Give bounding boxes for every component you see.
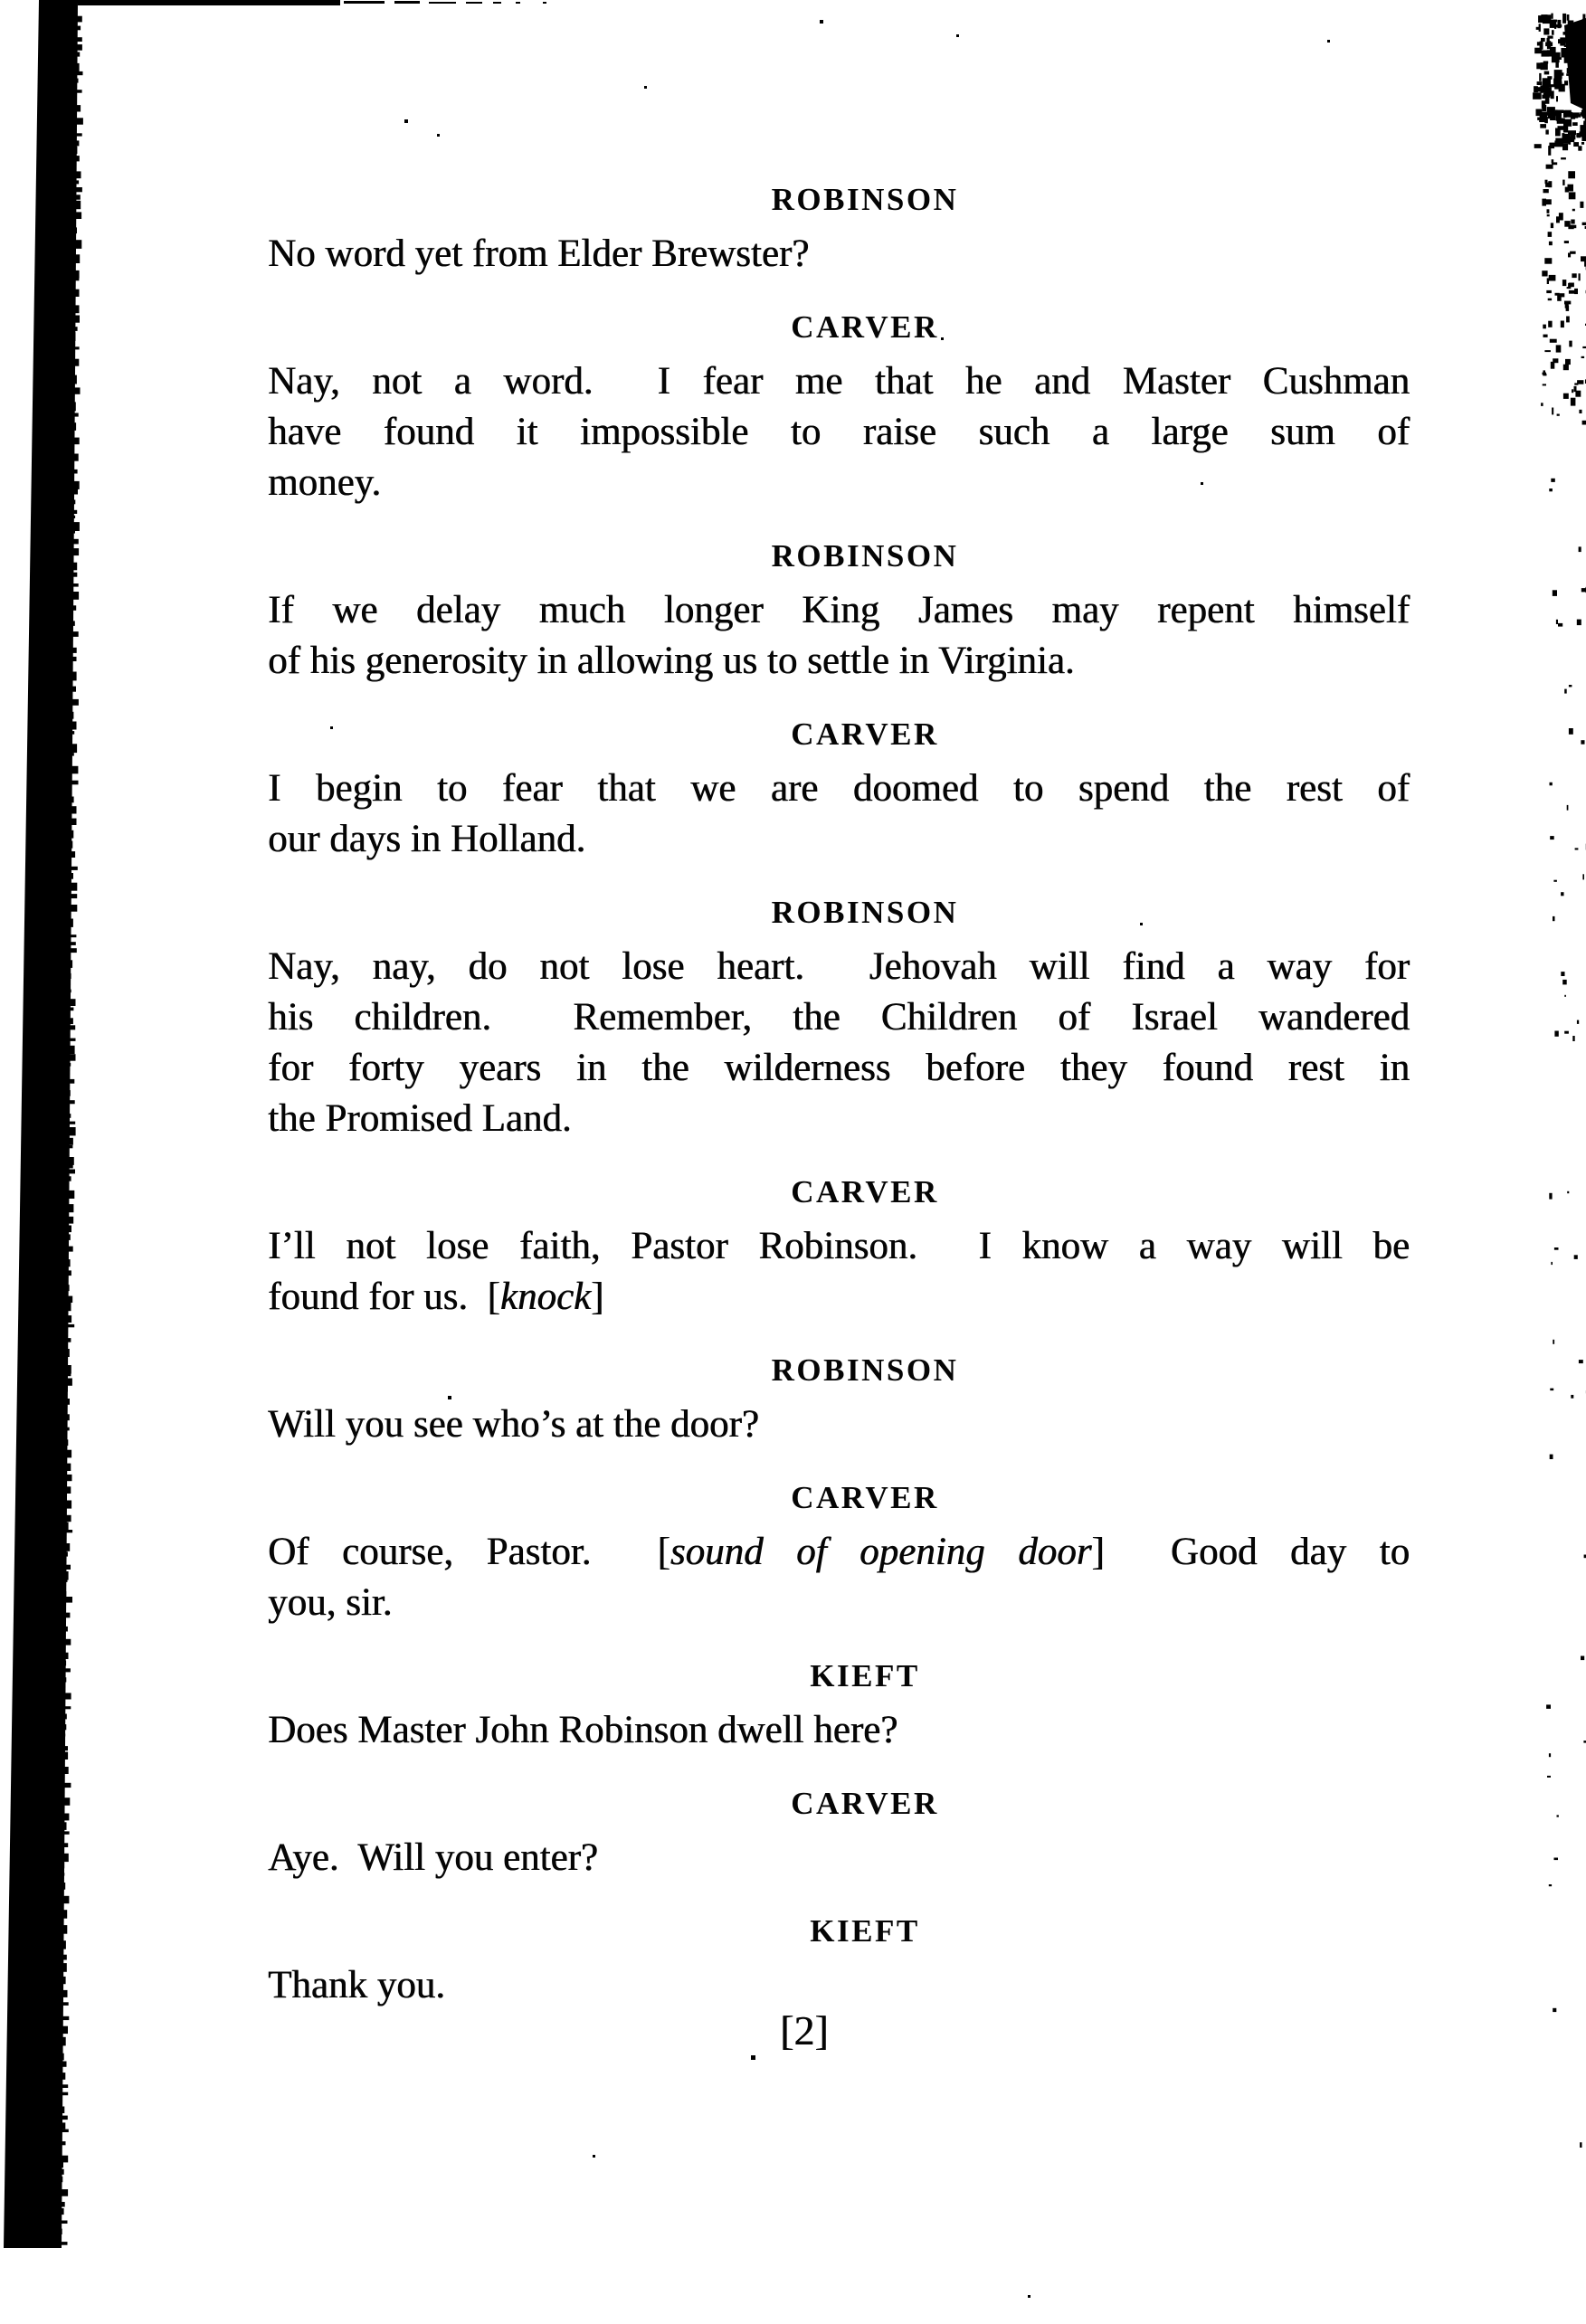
dialogue-cue — [268, 718, 1410, 865]
speech-line — [268, 992, 1410, 1043]
speech-text: Does Master John Robinson dwell here? — [268, 1709, 898, 1751]
speech-line — [268, 1094, 1410, 1144]
dialogue-cue — [268, 1660, 1410, 1756]
speech-line — [268, 1833, 1410, 1883]
speech-line — [268, 1399, 1410, 1450]
speech-text: his children. Remember, the Children of Israel wandered — [268, 996, 1410, 1039]
speech-text: found for us. [ — [268, 1276, 500, 1318]
speech-line — [268, 585, 1410, 636]
speech-text: Aye. Will you enter? — [268, 1836, 598, 1879]
speech-text: Nay, not a word. I fear me that he and Master Cushman — [268, 360, 1410, 403]
speech-paragraph — [268, 1833, 1410, 1883]
speaker-heading: ROBINSON — [771, 895, 959, 930]
speech-line — [268, 1705, 1410, 1756]
speaker-heading: CARVER — [791, 1174, 939, 1209]
speech-line — [268, 356, 1410, 407]
speaker-heading: ROBINSON — [771, 538, 959, 574]
speech-text: money. — [268, 461, 381, 504]
dialogue-cue — [268, 540, 1410, 687]
speech-text: ] — [591, 1276, 604, 1318]
speech-text: Thank you. — [268, 1964, 445, 2006]
left-binding-shadow-artifact — [4, 0, 78, 2248]
top-right-corner-artifact — [1564, 18, 1586, 110]
speech-text: of his generosity in allowing us to settle in Virginia. — [268, 640, 1075, 682]
speech-text: ] Good day to — [1091, 1531, 1410, 1573]
speech-line — [268, 942, 1410, 992]
speech-line — [268, 1960, 1410, 2011]
speech-text: have found it impossible to raise such a large sum of — [268, 411, 1410, 453]
dialogue-cue — [268, 896, 1410, 1144]
speaker-heading: CARVER — [791, 1480, 939, 1515]
dialogue-cue — [268, 311, 1410, 508]
dialogue-cue — [268, 1788, 1410, 1883]
speech-line — [268, 229, 1410, 280]
speech-text: our days in Holland. — [268, 818, 586, 860]
speaker-heading: KIEFT — [810, 1913, 920, 1949]
top-edge-line-artifact — [78, 0, 546, 5]
speech-paragraph — [268, 1221, 1410, 1323]
dialogue-cue — [268, 1915, 1410, 2011]
speech-line — [268, 1221, 1410, 1272]
speech-paragraph — [268, 942, 1410, 1144]
speech-paragraph — [268, 1705, 1410, 1756]
speaker-heading: ROBINSON — [771, 1352, 959, 1388]
speech-text: Will you see who’s at the door? — [268, 1403, 759, 1446]
page-number: [2] — [780, 2007, 829, 2054]
speech-text: Of course, Pastor. [ — [268, 1531, 670, 1573]
speech-line — [268, 1578, 1410, 1628]
speech-text: you, sir. — [268, 1581, 393, 1624]
speech-paragraph — [268, 356, 1410, 508]
stage-direction: knock — [499, 1276, 592, 1318]
speaker-heading: CARVER — [791, 309, 939, 345]
speech-paragraph — [268, 1960, 1410, 2011]
speech-paragraph — [268, 764, 1410, 865]
dialogue-cue — [268, 1482, 1410, 1628]
speech-line — [268, 764, 1410, 814]
speech-paragraph — [268, 1399, 1410, 1450]
dialogue-cue — [268, 1176, 1410, 1323]
speech-line — [268, 814, 1410, 865]
speech-paragraph — [268, 1527, 1410, 1628]
speaker-heading: CARVER — [791, 1786, 939, 1821]
speaker-heading: KIEFT — [810, 1658, 920, 1693]
speech-text: If we delay much longer King James may repent himself — [268, 589, 1410, 631]
dialogue-cue — [268, 1354, 1410, 1450]
speech-line — [268, 636, 1410, 687]
speech-text: Nay, nay, do not lose heart. Jehovah will find a way for — [268, 945, 1410, 988]
speech-line — [268, 458, 1410, 508]
dialogue-cue — [268, 184, 1410, 280]
speech-paragraph — [268, 229, 1410, 280]
speech-text: the Promised Land. — [268, 1097, 572, 1140]
speech-line — [268, 1527, 1410, 1578]
speech-paragraph — [268, 585, 1410, 687]
speech-line — [268, 407, 1410, 458]
speech-line — [268, 1272, 1410, 1323]
stage-direction: sound of opening door — [670, 1531, 1092, 1573]
speaker-heading: ROBINSON — [771, 182, 959, 217]
speech-text: I begin to fear that we are doomed to spend the rest of — [268, 767, 1410, 810]
play-text — [268, 184, 1410, 2043]
speaker-heading: CARVER — [791, 716, 939, 752]
speech-line — [268, 1043, 1410, 1094]
speech-text: No word yet from Elder Brewster? — [268, 232, 810, 275]
speech-text: I’ll not lose faith, Pastor Robinson. I know a way will be — [268, 1225, 1410, 1267]
speech-text: for forty years in the wilderness before they found rest in — [268, 1047, 1410, 1089]
